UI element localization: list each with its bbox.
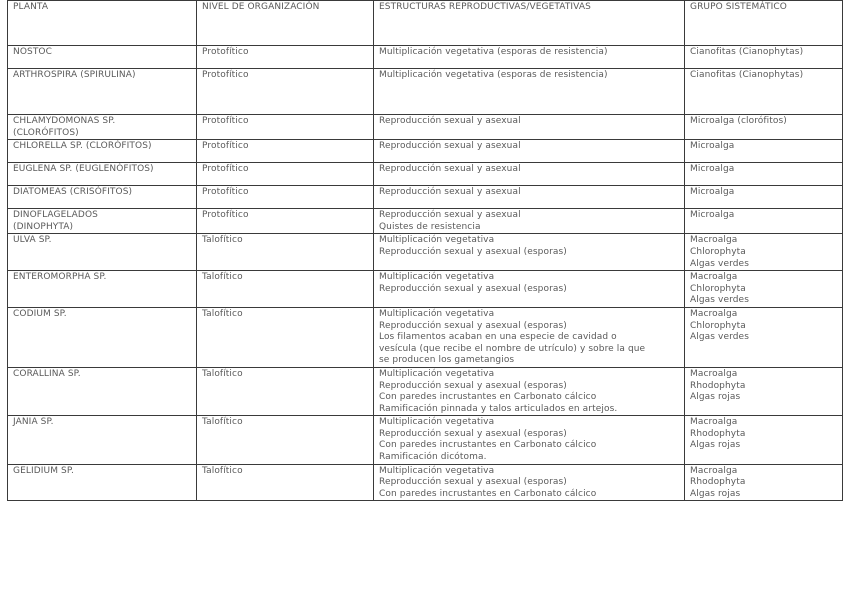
cell-planta: CORALLINA SP. [8,367,197,415]
table-row [8,209,843,234]
cell-grupo: Microalga [685,209,843,234]
cell-estructuras: Multiplicación vegetativa Reproducción sexual y asexual (esporas) Los filamentos acaban en una especie de cavidad o vesícula (que recibe el nombre de utrículo) y sobre la que se producen los gametangios [374,307,685,367]
cell-nivel: Protofítico [197,46,374,69]
cell-estructuras: Reproducción sexual y asexual [374,163,685,186]
cell-estructuras: Multiplicación vegetativa Reproducción sexual y asexual (esporas) [374,271,685,308]
cell-nivel: Protofítico [197,163,374,186]
cell-nivel: Protofítico [197,140,374,163]
table-row [8,163,843,186]
cell-grupo: Macroalga Chlorophyta Algas verdes [685,307,843,367]
cell-grupo: Microalga [685,140,843,163]
cell-estructuras: Multiplicación vegetativa Reproducción sexual y asexual (esporas) [374,234,685,271]
cell-planta: NOSTOC [8,46,197,69]
table-row [8,307,843,367]
cell-estructuras: Reproducción sexual y asexual [374,115,685,140]
cell-nivel: Talofítico [197,416,374,464]
table-header-row [8,1,843,46]
cell-grupo: Macroalga Rhodophyta Algas rojas [685,367,843,415]
table-row [8,416,843,464]
header-planta: PLANTA [8,1,197,46]
cell-grupo: Macroalga Rhodophyta Algas rojas [685,416,843,464]
cell-planta: CHLORELLA SP. (CLORÓFITOS) [8,140,197,163]
cell-planta: CHLAMYDOMONAS SP. (CLORÓFITOS) [8,115,197,140]
table-row [8,69,843,115]
table-row [8,140,843,163]
cell-estructuras: Reproducción sexual y asexual [374,186,685,209]
cell-nivel: Talofítico [197,307,374,367]
header-nivel: NIVEL DE ORGANIZACIÓN [197,1,374,46]
cell-estructuras: Multiplicación vegetativa (esporas de resistencia) [374,69,685,115]
cell-grupo: Microalga [685,186,843,209]
cell-estructuras: Reproducción sexual y asexual Quistes de resistencia [374,209,685,234]
cell-grupo: Cianofitas (Cianophytas) [685,46,843,69]
cell-planta: ULVA SP. [8,234,197,271]
header-grupo: GRUPO SISTEMÁTICO [685,1,843,46]
cell-planta: JANIA SP. [8,416,197,464]
cell-estructuras: Multiplicación vegetativa Reproducción sexual y asexual (esporas) Con paredes incrustantes en Carbonato cálcico [374,464,685,501]
cell-nivel: Talofítico [197,464,374,501]
cell-estructuras: Multiplicación vegetativa (esporas de resistencia) [374,46,685,69]
cell-estructuras: Multiplicación vegetativa Reproducción sexual y asexual (esporas) Con paredes incrustantes en Carbonato cálcico Ramificación pinnada y talos articulados en artejos. [374,367,685,415]
cell-nivel: Talofítico [197,234,374,271]
cell-grupo: Macroalga Chlorophyta Algas verdes [685,234,843,271]
cell-planta: DINOFLAGELADOS (DINOPHYTA) [8,209,197,234]
cell-nivel: Talofítico [197,367,374,415]
cell-nivel: Protofítico [197,186,374,209]
cell-nivel: Protofítico [197,69,374,115]
algae-classification-table [7,0,843,501]
table-row [8,186,843,209]
cell-planta: ENTEROMORPHA SP. [8,271,197,308]
cell-estructuras: Reproducción sexual y asexual [374,140,685,163]
cell-estructuras: Multiplicación vegetativa Reproducción sexual y asexual (esporas) Con paredes incrustantes en Carbonato cálcico Ramificación dicótoma. [374,416,685,464]
header-estructuras: ESTRUCTURAS REPRODUCTIVAS/VEGETATIVAS [374,1,685,46]
table-row [8,115,843,140]
table-row [8,271,843,308]
cell-grupo: Macroalga Rhodophyta Algas rojas [685,464,843,501]
cell-grupo: Macroalga Chlorophyta Algas verdes [685,271,843,308]
cell-grupo: Microalga (clorófitos) [685,115,843,140]
cell-planta: ARTHROSPIRA (SPIRULINA) [8,69,197,115]
cell-nivel: Protofítico [197,115,374,140]
table-row [8,464,843,501]
cell-nivel: Protofítico [197,209,374,234]
cell-planta: GELIDIUM SP. [8,464,197,501]
cell-grupo: Cianofitas (Cianophytas) [685,69,843,115]
cell-planta: EUGLENA SP. (EUGLENÓFITOS) [8,163,197,186]
cell-grupo: Microalga [685,163,843,186]
cell-nivel: Talofítico [197,271,374,308]
table-row [8,46,843,69]
table-row [8,367,843,415]
table-row [8,234,843,271]
document-page [7,0,843,501]
cell-planta: DIATOMEAS (CRISÓFITOS) [8,186,197,209]
cell-planta: CODIUM SP. [8,307,197,367]
